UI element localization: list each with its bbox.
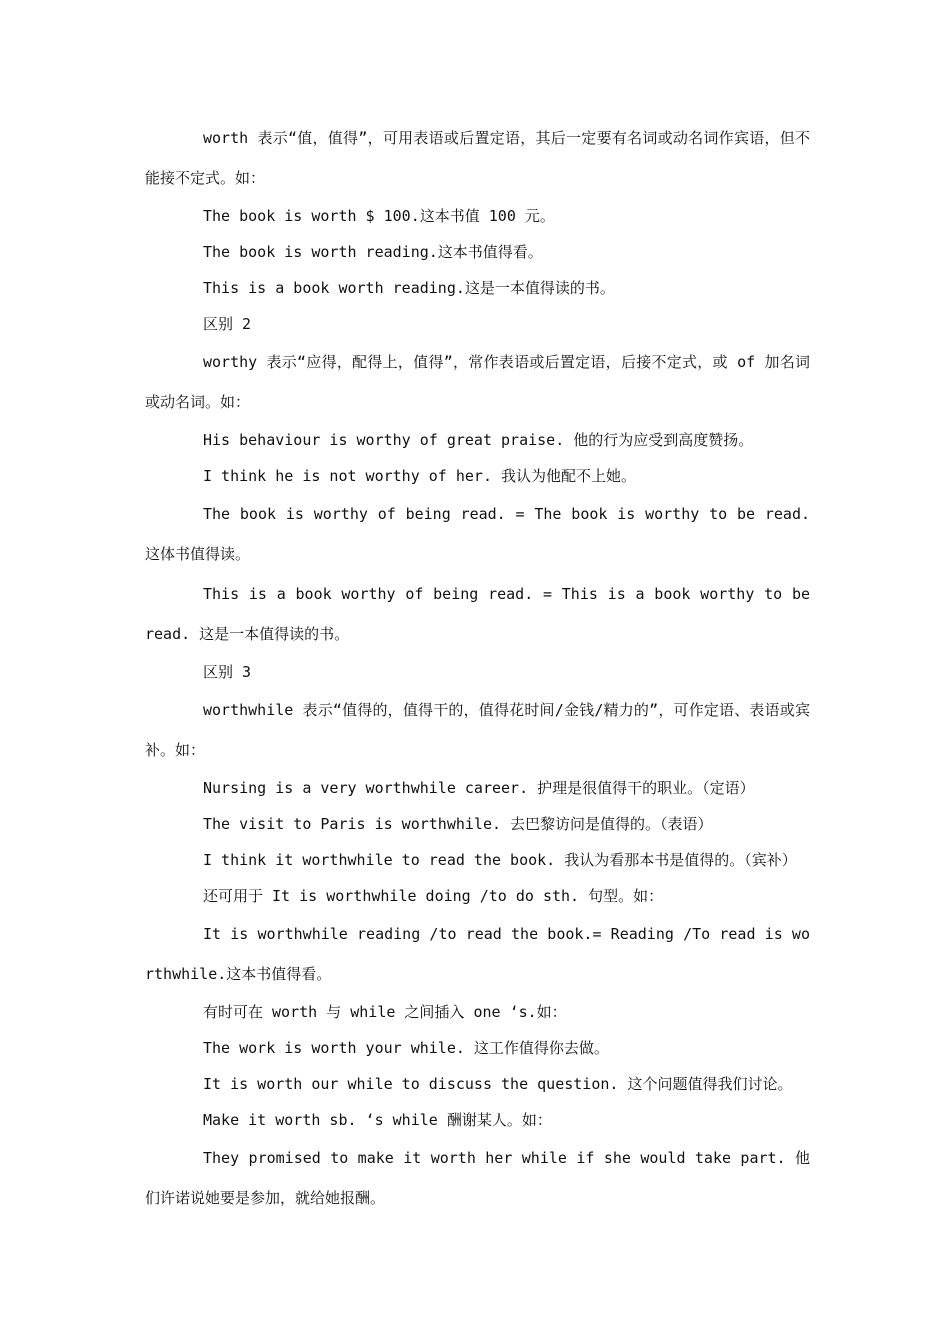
paragraph: They promised to make it worth her while if she would take part. 他们许诺说她要是参加，就给她报酬。 — [145, 1149, 810, 1207]
paragraph: I think it worthwhile to read the book. 我认为看那本书是值得的。（宾补） — [203, 851, 797, 869]
paragraph: Make it worth sb. ‘s while 酬谢某人。如： — [203, 1111, 552, 1129]
paragraph: worth 表示“值，值得”，可用表语或后置定语，其后一定要有名词或动名词作宾语，但不能接不定式。如： — [145, 129, 810, 187]
paragraph: It is worth our while to discuss the question. 这个问题值得我们讨论。 — [203, 1075, 793, 1093]
paragraph: This is a book worthy of being read. = This is a book worthy to be read. 这是一本值得读的书。 — [145, 585, 810, 643]
paragraph: 有时可在 worth 与 while 之间插入 one ‘s.如： — [203, 1003, 567, 1021]
paragraph: The book is worth reading.这本书值得看。 — [203, 243, 543, 261]
paragraph: worthy 表示“应得，配得上，值得”，常作表语或后置定语，后接不定式，或 of 加名词或动名词。如： — [145, 353, 810, 411]
paragraph: worthwhile 表示“值得的，值得干的，值得花时间/金钱/精力的”，可作定语、表语或宾补。如： — [145, 701, 810, 759]
paragraph: 还可用于 It is worthwhile doing /to do sth. 句型。如： — [203, 887, 664, 905]
paragraph: This is a book worth reading.这是一本值得读的书。 — [203, 279, 615, 297]
section-heading: 区别 2 — [203, 315, 252, 333]
paragraph: The book is worth $ 100.这本书值 100 元。 — [203, 207, 555, 225]
paragraph: It is worthwhile reading /to read the book.= Reading /To read is worthwhile.这本书值得看。 — [145, 925, 810, 983]
paragraph: The visit to Paris is worthwhile. 去巴黎访问是值得的。（表语） — [203, 815, 713, 833]
paragraph: The work is worth your while. 这工作值得你去做。 — [203, 1039, 609, 1057]
section-heading: 区别 3 — [203, 663, 252, 681]
document-body — [145, 118, 810, 1218]
paragraph: The book is worthy of being read. = The book is worthy to be read.这体书值得读。 — [145, 505, 810, 563]
paragraph: I think he is not worthy of her. 我认为他配不上她。 — [203, 467, 637, 485]
paragraph: His behaviour is worthy of great praise. 他的行为应受到高度赞扬。 — [203, 431, 754, 449]
paragraph: Nursing is a very worthwhile career. 护理是很值得干的职业。（定语） — [203, 779, 755, 797]
